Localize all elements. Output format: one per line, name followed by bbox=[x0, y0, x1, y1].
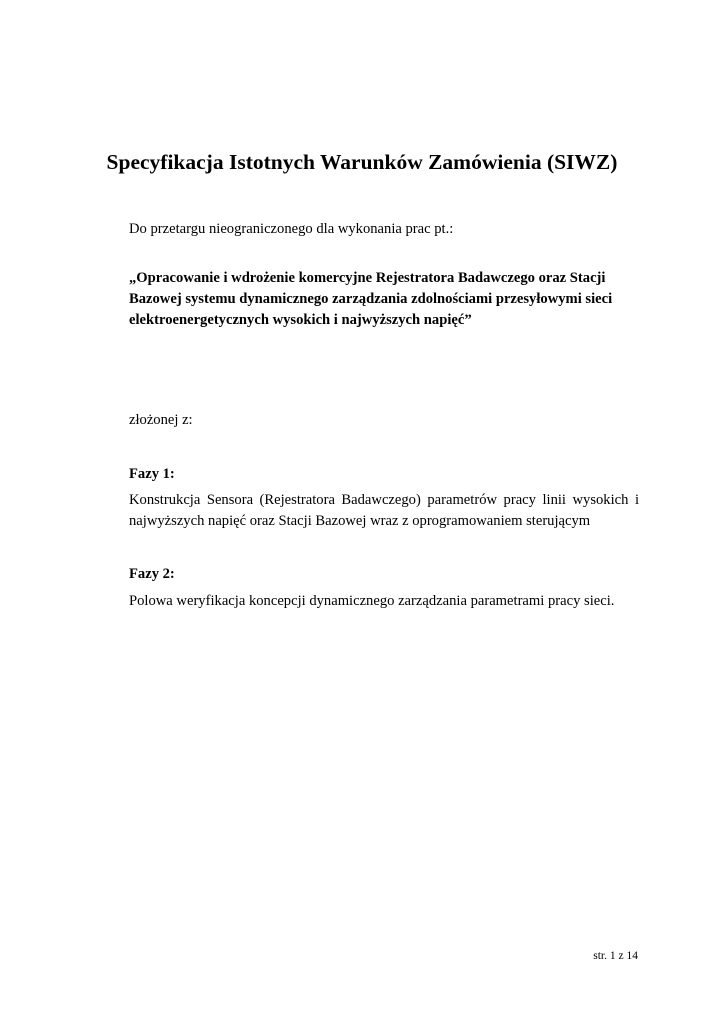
document-title: Specyfikacja Istotnych Warunków Zamówienia (SIWZ) bbox=[106, 150, 618, 174]
quoted-title-line: elektroenergetycznych wysokich i najwyższych napięć” bbox=[129, 312, 472, 328]
quoted-project-title bbox=[129, 268, 639, 331]
intro-paragraph: Do przetargu nieograniczonego dla wykonania prac pt.: bbox=[129, 221, 454, 237]
composed-of-label: złożonej z: bbox=[129, 412, 193, 428]
page-number: str. 1 z 14 bbox=[593, 950, 638, 962]
phase2-description: Polowa weryfikacja koncepcji dynamicznego zarządzania parametrami pracy sieci. bbox=[129, 593, 615, 609]
phase1-description bbox=[129, 490, 639, 532]
phase1-heading: Fazy 1: bbox=[129, 466, 175, 482]
phase2-heading: Fazy 2: bbox=[129, 566, 175, 582]
quoted-title-line: Bazowej systemu dynamicznego zarządzania zdolnościami przesyłowymi sieci bbox=[129, 291, 613, 307]
quoted-title-line: „Opracowanie i wdrożenie komercyjne Rejestratora Badawczego oraz Stacji bbox=[129, 270, 606, 286]
phase1-line: najwyższych napięć oraz Stacji Bazowej wraz z oprogramowaniem sterującym bbox=[129, 513, 591, 529]
phase1-line: Konstrukcja Sensora (Rejestratora Badawczego) parametrów pracy linii wysokich i bbox=[129, 492, 639, 508]
